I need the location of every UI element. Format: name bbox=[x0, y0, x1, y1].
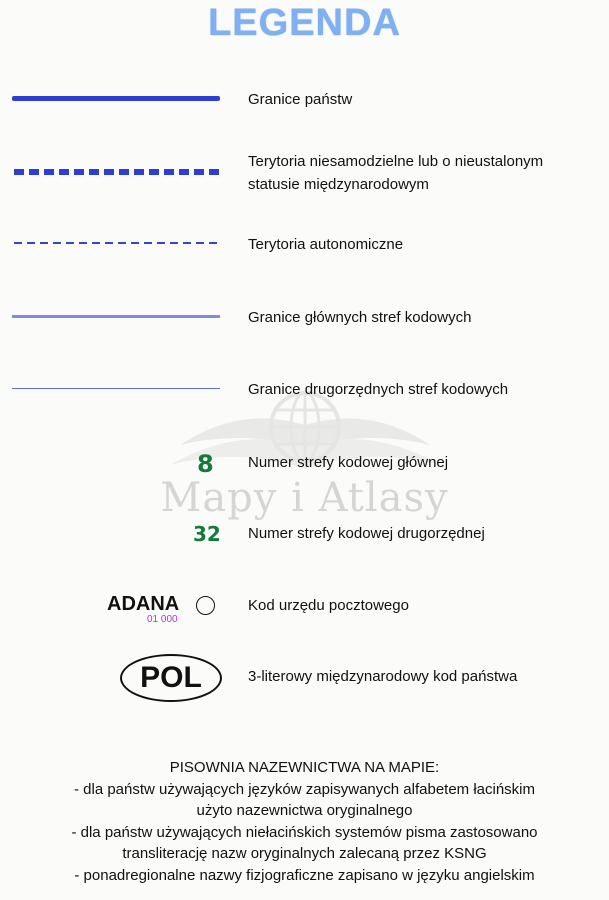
notes-line: - dla państw używających niełacińskich systemów pisma zastosowano bbox=[71, 823, 538, 841]
dependent-territory-line-icon bbox=[14, 169, 220, 175]
legend-label: Granice głównych stref kodowych bbox=[248, 309, 472, 326]
notes-line: użyto nazewnictwa oryginalnego bbox=[196, 802, 413, 819]
naming-notes bbox=[0, 757, 609, 886]
post-office-circle-icon bbox=[196, 596, 215, 615]
secondary-code-zone-line-icon bbox=[12, 388, 220, 389]
post-office-name: ADANA bbox=[107, 593, 180, 615]
state-border-line-icon bbox=[12, 96, 220, 101]
country-code-oval: POL bbox=[120, 654, 222, 702]
legend-label: Granice państw bbox=[248, 91, 353, 108]
legend-label: Numer strefy kodowej drugorzędnej bbox=[248, 525, 485, 542]
main-zone-number: 8 bbox=[197, 450, 214, 478]
notes-heading: PISOWNIA NAZEWNICTWA NA MAPIE: bbox=[169, 759, 440, 776]
legend-label: Granice drugorzędnych stref kodowych bbox=[248, 381, 509, 398]
postal-code: 01 000 bbox=[147, 614, 178, 625]
notes-line: - dla państw używających języków zapisywanych alfabetem łacińskim bbox=[73, 780, 536, 798]
legend-title: LEGENDA bbox=[208, 2, 401, 44]
secondary-zone-number: 32 bbox=[193, 522, 221, 546]
legend-label: Numer strefy kodowej głównej bbox=[248, 454, 449, 471]
main-code-zone-line-icon bbox=[12, 315, 220, 318]
legend-label: Terytoria niesamodzielne lub o nieustalonym statusie międzynarodowym bbox=[248, 153, 544, 193]
legend-label: Terytoria autonomiczne bbox=[248, 236, 404, 253]
watermark-text: Mapy i Atlasy bbox=[160, 475, 449, 521]
notes-line: transliterację nazw oryginalnych zalecaną przez KSNG bbox=[122, 845, 487, 862]
legend-label: 3-literowy międzynarodowy kod państwa bbox=[248, 668, 518, 685]
legend-label: Kod urzędu pocztowego bbox=[248, 597, 409, 614]
notes-line: - ponadregionalne nazwy fizjograficzne zapisano w języku angielskim bbox=[74, 866, 535, 884]
autonomous-territory-line-icon bbox=[14, 242, 220, 244]
